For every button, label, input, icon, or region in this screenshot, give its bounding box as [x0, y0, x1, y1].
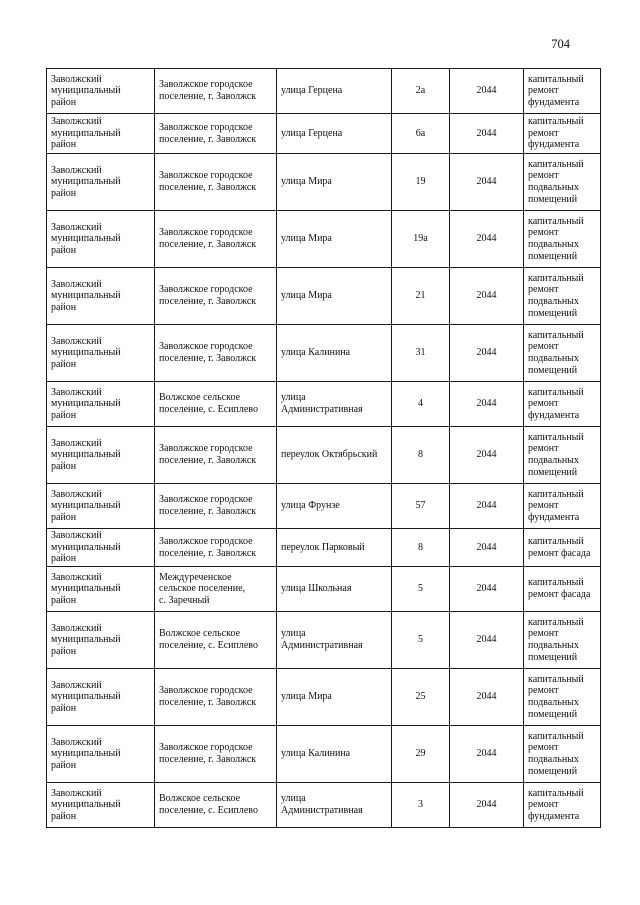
table-row [47, 484, 601, 529]
house-number-cell: 31 [392, 325, 450, 382]
work-type-cell: капитальный ремонт фундамента [524, 69, 601, 114]
table-row [47, 427, 601, 484]
year-cell: 2044 [450, 612, 524, 669]
repair-schedule-table [46, 68, 601, 828]
work-type-cell: капитальный ремонт фасада [524, 529, 601, 567]
settlement-cell: Заволжское городское поселение, г. Заволжск [155, 114, 277, 154]
house-number-cell: 5 [392, 612, 450, 669]
district-cell: Заволжский муниципальный район [47, 382, 155, 427]
work-type-cell: капитальный ремонт подвальных помещений [524, 726, 601, 783]
year-cell: 2044 [450, 726, 524, 783]
district-cell: Заволжский муниципальный район [47, 669, 155, 726]
house-number-cell: 8 [392, 529, 450, 567]
work-type-cell: капитальный ремонт подвальных помещений [524, 211, 601, 268]
house-number-cell: 4 [392, 382, 450, 427]
settlement-cell: Заволжское городское поселение, г. Заволжск [155, 726, 277, 783]
street-cell: улица Мира [277, 669, 392, 726]
street-cell: улица Административная [277, 783, 392, 828]
work-type-cell: капитальный ремонт подвальных помещений [524, 325, 601, 382]
house-number-cell: 6а [392, 114, 450, 154]
work-type-cell: капитальный ремонт фундамента [524, 382, 601, 427]
year-cell: 2044 [450, 567, 524, 612]
year-cell: 2044 [450, 114, 524, 154]
table-row [47, 726, 601, 783]
house-number-cell: 21 [392, 268, 450, 325]
district-cell: Заволжский муниципальный район [47, 484, 155, 529]
table-row [47, 211, 601, 268]
work-type-cell: капитальный ремонт подвальных помещений [524, 669, 601, 726]
table-row [47, 567, 601, 612]
district-cell: Заволжский муниципальный район [47, 726, 155, 783]
settlement-cell: Заволжское городское поселение, г. Заволжск [155, 529, 277, 567]
table-row [47, 268, 601, 325]
work-type-cell: капитальный ремонт подвальных помещений [524, 427, 601, 484]
district-cell: Заволжский муниципальный район [47, 427, 155, 484]
house-number-cell: 29 [392, 726, 450, 783]
district-cell: Заволжский муниципальный район [47, 783, 155, 828]
table-body [47, 69, 601, 828]
work-type-cell: капитальный ремонт фундамента [524, 484, 601, 529]
settlement-cell: Междуреченское сельское поселение, с. Заречный [155, 567, 277, 612]
street-cell: улица Калинина [277, 325, 392, 382]
house-number-cell: 8 [392, 427, 450, 484]
street-cell: улица Герцена [277, 69, 392, 114]
settlement-cell: Заволжское городское поселение, г. Заволжск [155, 154, 277, 211]
street-cell: улица Герцена [277, 114, 392, 154]
table-row [47, 382, 601, 427]
work-type-cell: капитальный ремонт подвальных помещений [524, 154, 601, 211]
settlement-cell: Заволжское городское поселение, г. Заволжск [155, 484, 277, 529]
table-row [47, 69, 601, 114]
year-cell: 2044 [450, 325, 524, 382]
table-row [47, 529, 601, 567]
district-cell: Заволжский муниципальный район [47, 114, 155, 154]
street-cell: улица Калинина [277, 726, 392, 783]
district-cell: Заволжский муниципальный район [47, 268, 155, 325]
house-number-cell: 2а [392, 69, 450, 114]
district-cell: Заволжский муниципальный район [47, 211, 155, 268]
year-cell: 2044 [450, 382, 524, 427]
year-cell: 2044 [450, 529, 524, 567]
year-cell: 2044 [450, 154, 524, 211]
house-number-cell: 19 [392, 154, 450, 211]
table-row [47, 669, 601, 726]
street-cell: переулок Парковый [277, 529, 392, 567]
settlement-cell: Заволжское городское поселение, г. Заволжск [155, 427, 277, 484]
table-row [47, 325, 601, 382]
year-cell: 2044 [450, 484, 524, 529]
year-cell: 2044 [450, 427, 524, 484]
district-cell: Заволжский муниципальный район [47, 529, 155, 567]
street-cell: улица Административная [277, 612, 392, 669]
year-cell: 2044 [450, 669, 524, 726]
settlement-cell: Заволжское городское поселение, г. Заволжск [155, 669, 277, 726]
settlement-cell: Заволжское городское поселение, г. Заволжск [155, 325, 277, 382]
work-type-cell: капитальный ремонт фасада [524, 567, 601, 612]
district-cell: Заволжский муниципальный район [47, 69, 155, 114]
street-cell: улица Фрунзе [277, 484, 392, 529]
district-cell: Заволжский муниципальный район [47, 325, 155, 382]
settlement-cell: Заволжское городское поселение, г. Заволжск [155, 268, 277, 325]
street-cell: улица Школьная [277, 567, 392, 612]
work-type-cell: капитальный ремонт фундамента [524, 114, 601, 154]
table-row [47, 612, 601, 669]
settlement-cell: Волжское сельское поселение, с. Есиплево [155, 612, 277, 669]
year-cell: 2044 [450, 268, 524, 325]
house-number-cell: 19а [392, 211, 450, 268]
settlement-cell: Волжское сельское поселение, с. Есиплево [155, 783, 277, 828]
street-cell: улица Мира [277, 211, 392, 268]
district-cell: Заволжский муниципальный район [47, 567, 155, 612]
settlement-cell: Волжское сельское поселение, с. Есиплево [155, 382, 277, 427]
work-type-cell: капитальный ремонт подвальных помещений [524, 268, 601, 325]
district-cell: Заволжский муниципальный район [47, 612, 155, 669]
work-type-cell: капитальный ремонт подвальных помещений [524, 612, 601, 669]
street-cell: улица Административная [277, 382, 392, 427]
street-cell: переулок Октябрьский [277, 427, 392, 484]
house-number-cell: 3 [392, 783, 450, 828]
street-cell: улица Мира [277, 154, 392, 211]
year-cell: 2044 [450, 211, 524, 268]
page-number: 704 [551, 37, 570, 51]
table-row [47, 114, 601, 154]
year-cell: 2044 [450, 69, 524, 114]
table-row [47, 783, 601, 828]
district-cell: Заволжский муниципальный район [47, 154, 155, 211]
settlement-cell: Заволжское городское поселение, г. Заволжск [155, 69, 277, 114]
house-number-cell: 5 [392, 567, 450, 612]
settlement-cell: Заволжское городское поселение, г. Заволжск [155, 211, 277, 268]
work-type-cell: капитальный ремонт фундамента [524, 783, 601, 828]
year-cell: 2044 [450, 783, 524, 828]
house-number-cell: 57 [392, 484, 450, 529]
house-number-cell: 25 [392, 669, 450, 726]
table-row [47, 154, 601, 211]
street-cell: улица Мира [277, 268, 392, 325]
